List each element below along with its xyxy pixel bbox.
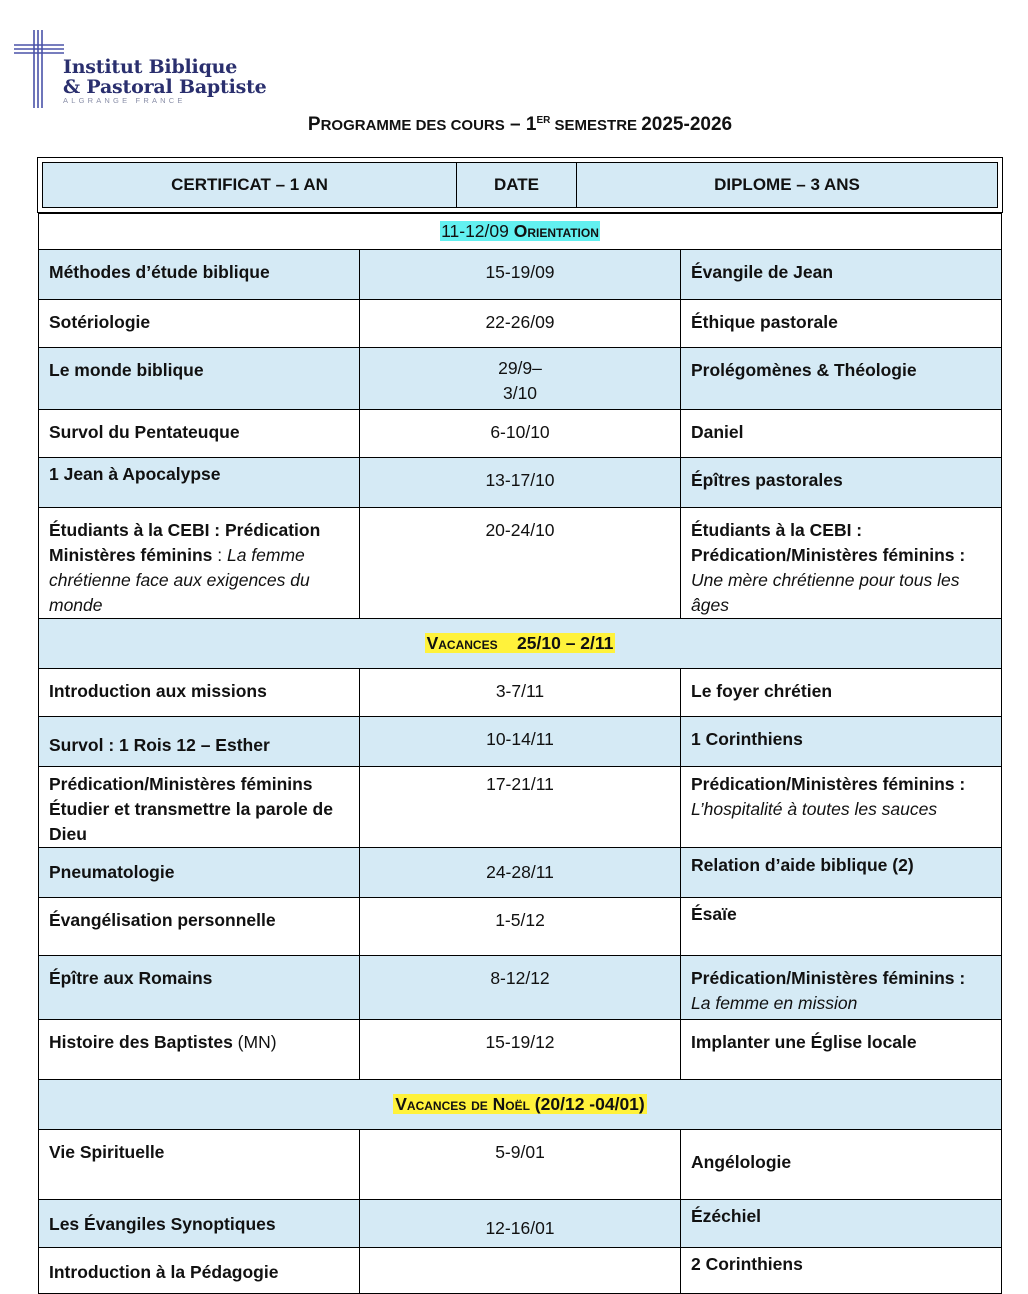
diplome-course: Angélologie bbox=[691, 1152, 792, 1172]
section-vacances bbox=[39, 619, 1002, 669]
diplome-course: 1 Corinthiens bbox=[691, 729, 803, 749]
noel-label: Vacances de Noël (20/12 -04/01) bbox=[395, 1094, 645, 1114]
diplome-subject: Prédication/Ministères féminins : bbox=[691, 545, 966, 565]
course-date: 22-26/09 bbox=[485, 312, 555, 332]
logo-line-2: & Pastoral Baptiste bbox=[63, 76, 267, 98]
course-date: 15-19/12 bbox=[485, 1032, 555, 1052]
certificat-course: Introduction à la Pédagogie bbox=[49, 1262, 279, 1282]
diplome-course: Le foyer chrétien bbox=[691, 681, 833, 701]
orientation-dates: 11-12/09 bbox=[441, 221, 514, 241]
header-diplome: DIPLOME – 3 ANS bbox=[714, 175, 860, 194]
diplome-course: Ézéchiel bbox=[691, 1206, 762, 1226]
course-date: 5-9/01 bbox=[495, 1142, 545, 1162]
certificat-course: Vie Spirituelle bbox=[49, 1142, 165, 1162]
certificat-course: Épître aux Romains bbox=[49, 968, 213, 988]
course-date: 17-21/11 bbox=[486, 774, 554, 794]
course-date: 1-5/12 bbox=[495, 910, 545, 930]
orientation-label: Orientation bbox=[513, 221, 599, 241]
diplome-course: Prolégomènes & Théologie bbox=[691, 360, 917, 380]
table-row bbox=[39, 767, 1002, 848]
vacances-dates: 25/10 – 2/11 bbox=[517, 633, 614, 653]
title-semester: SEMESTRE bbox=[550, 117, 642, 134]
table-row bbox=[39, 508, 1002, 619]
diplome-subtitle: Une mère chrétienne pour tous les âges bbox=[691, 570, 960, 615]
certificat-subtitle: La femme chrétienne face aux exigences du monde bbox=[49, 545, 310, 615]
certificat-course: Étudiants à la CEBI : Prédication bbox=[49, 520, 321, 540]
course-date bbox=[370, 1248, 670, 1258]
title-years: 2025-2026 bbox=[641, 114, 733, 135]
table-row bbox=[39, 348, 1002, 410]
title-cap: P bbox=[307, 114, 321, 135]
diplome-course: Prédication/Ministères féminins : bbox=[691, 968, 966, 988]
course-date: 12-16/01 bbox=[485, 1218, 555, 1238]
table-row bbox=[39, 458, 1002, 508]
institute-logo bbox=[14, 28, 274, 110]
certificat-course: Sotériologie bbox=[49, 312, 151, 332]
course-date: 10-14/11 bbox=[486, 729, 554, 749]
diplome-course: Daniel bbox=[691, 422, 744, 442]
certificat-course: Survol du Pentateuque bbox=[49, 422, 240, 442]
certificat-course: Pneumatologie bbox=[49, 862, 175, 882]
table-row bbox=[39, 410, 1002, 458]
page-title bbox=[0, 114, 1028, 136]
course-date: 24-28/11 bbox=[486, 862, 554, 882]
certificat-course: Les Évangiles Synoptiques bbox=[49, 1214, 276, 1234]
diplome-course: 2 Corinthiens bbox=[691, 1254, 803, 1274]
certificat-course: Méthodes d’étude biblique bbox=[49, 262, 270, 282]
table-header bbox=[37, 157, 1003, 213]
certificat-course: 1 Jean à Apocalypse bbox=[49, 464, 221, 484]
course-date: 3-7/11 bbox=[495, 681, 545, 701]
vacances-label: Vacances bbox=[426, 633, 498, 653]
certificat-separator: : bbox=[212, 545, 227, 565]
certificat-course: Évangélisation personnelle bbox=[49, 910, 276, 930]
table-row bbox=[39, 1200, 1002, 1248]
certificat-course: Prédication/Ministères féminins bbox=[49, 774, 313, 794]
diplome-course: Implanter une Église locale bbox=[691, 1032, 917, 1052]
table-row bbox=[39, 1248, 1002, 1294]
section-vacances-noel bbox=[39, 1080, 1002, 1130]
table-row bbox=[39, 956, 1002, 1020]
title-dash: – 1 bbox=[504, 114, 537, 135]
diplome-subtitle: L’hospitalité à toutes les sauces bbox=[691, 799, 938, 819]
title-sup: ER bbox=[536, 115, 551, 126]
certificat-course: Introduction aux missions bbox=[49, 681, 267, 701]
course-date: 6-10/10 bbox=[490, 422, 550, 442]
table-row bbox=[39, 848, 1002, 898]
course-date: 8-12/12 bbox=[490, 968, 550, 988]
certificat-subject: Étudier et transmettre la parole de Dieu bbox=[49, 799, 333, 844]
diplome-course: Épîtres pastorales bbox=[691, 470, 843, 490]
course-date-start: 29/9– bbox=[498, 358, 542, 378]
table-row bbox=[39, 1020, 1002, 1080]
diplome-subtitle: La femme en mission bbox=[691, 993, 858, 1013]
diplome-course: Étudiants à la CEBI : bbox=[691, 520, 863, 540]
certificat-course: Histoire des Baptistes bbox=[49, 1032, 233, 1052]
table-row bbox=[39, 300, 1002, 348]
diplome-course: Ésaïe bbox=[691, 904, 737, 924]
logo-subtitle: ALGRANGE FRANCE bbox=[63, 96, 186, 105]
course-date: 13-17/10 bbox=[485, 470, 555, 490]
diplome-course: Évangile de Jean bbox=[691, 262, 834, 282]
logo-line-1: Institut Biblique bbox=[63, 56, 238, 78]
diplome-course: Prédication/Ministères féminins : bbox=[691, 774, 966, 794]
diplome-course: Éthique pastorale bbox=[691, 312, 838, 332]
course-date-end: 3/10 bbox=[502, 383, 538, 403]
table-row bbox=[39, 669, 1002, 717]
table-row bbox=[39, 250, 1002, 300]
course-schedule-table bbox=[38, 213, 1002, 1294]
certificat-subject: Ministères féminins bbox=[49, 545, 213, 565]
diplome-course: Relation d’aide biblique (2) bbox=[691, 855, 914, 875]
certificat-course: Survol : 1 Rois 12 – Esther bbox=[49, 735, 270, 755]
title-prefix: ROGRAMME DES COURS bbox=[320, 117, 505, 134]
table-row bbox=[39, 898, 1002, 956]
table-row bbox=[39, 1130, 1002, 1200]
cross-icon bbox=[14, 28, 66, 110]
certificat-course: Le monde biblique bbox=[49, 360, 204, 380]
certificat-note: (MN) bbox=[232, 1032, 277, 1052]
table-row bbox=[39, 717, 1002, 767]
section-orientation bbox=[39, 214, 1002, 250]
header-date: DATE bbox=[457, 163, 577, 207]
course-date: 15-19/09 bbox=[485, 262, 555, 282]
header-certificat: CERTIFICAT – 1 AN bbox=[43, 163, 457, 207]
course-date: 20-24/10 bbox=[485, 520, 555, 540]
